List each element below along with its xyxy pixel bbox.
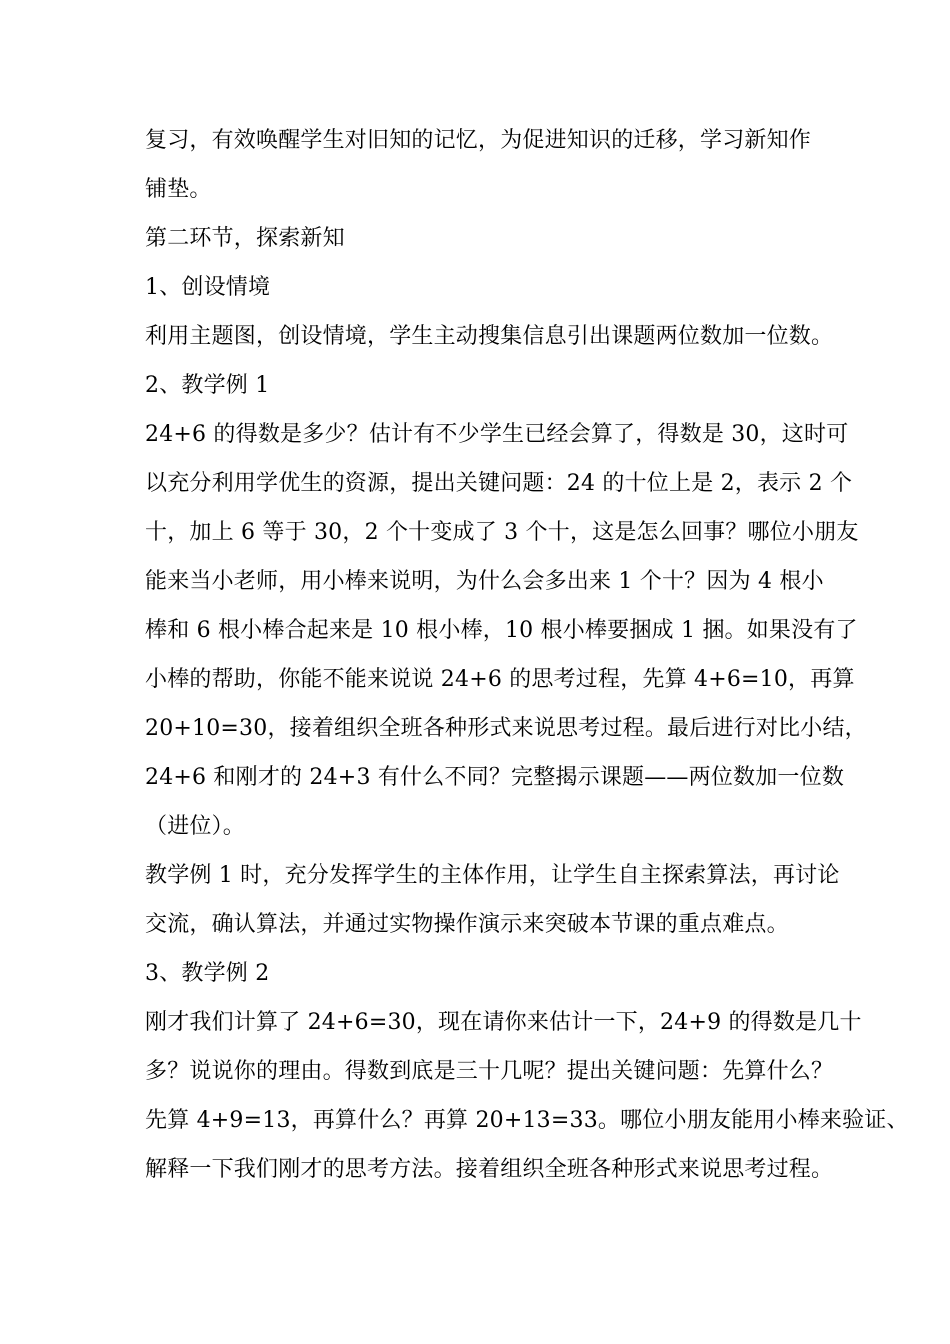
text-line: 铺垫。 [145, 177, 212, 202]
text-line: 交流，确认算法，并通过实物操作演示来突破本节课的重点难点。 [145, 912, 789, 937]
text-line: 复习，有效唤醒学生对旧知的记忆，为促进知识的迁移，学习新知作 [145, 128, 812, 153]
text-line: 刚才我们计算了 24+6=30，现在请你来估计一下，24+9 的得数是几十 [145, 1010, 862, 1035]
text-line: 利用主题图，创设情境，学生主动搜集信息引出课题两位数加一位数。 [145, 324, 834, 349]
text-line: 24+6 和刚才的 24+3 有什么不同？完整揭示课题——两位数加一位数 [145, 765, 845, 790]
text-line: 棒和 6 根小棒合起来是 10 根小棒，10 根小棒要捆成 1 捆。如果没有了 [145, 618, 858, 643]
text-line: （进位）。 [145, 814, 246, 839]
text-line: 以充分利用学优生的资源，提出关键问题：24 的十位上是 2，表示 2 个 [145, 471, 853, 496]
text-line: 教学例 1 时，充分发挥学生的主体作用，让学生自主探索算法，再讨论 [145, 863, 840, 888]
text-line: 解释一下我们刚才的思考方法。接着组织全班各种形式来说思考过程。 [145, 1157, 834, 1182]
text-line: 多？说说你的理由。得数到底是三十几呢？提出关键问题：先算什么？ [145, 1059, 834, 1084]
text-line: 能来当小老师，用小棒来说明，为什么会多出来 1 个十？因为 4 根小 [145, 569, 824, 594]
text-line: 十，加上 6 等于 30，2 个十变成了 3 个十，这是怎么回事？哪位小朋友 [145, 520, 859, 545]
document-body [145, 116, 909, 1194]
text-line: 20+10=30，接着组织全班各种形式来说思考过程。最后进行对比小结， [145, 716, 867, 741]
subheading: 2、教学例 1 [145, 373, 270, 398]
subheading: 1、创设情境 [145, 275, 271, 300]
text-line: 先算 4+9=13，再算什么？再算 20+13=33。哪位小朋友能用小棒来验证、 [145, 1108, 909, 1133]
text-line: 小棒的帮助，你能不能来说说 24+6 的思考过程，先算 4+6=10，再算 [145, 667, 855, 692]
text-line: 24+6 的得数是多少？估计有不少学生已经会算了，得数是 30，这时可 [145, 422, 849, 447]
subheading: 3、教学例 2 [145, 961, 270, 986]
section-heading: 第二环节，探索新知 [145, 226, 345, 251]
